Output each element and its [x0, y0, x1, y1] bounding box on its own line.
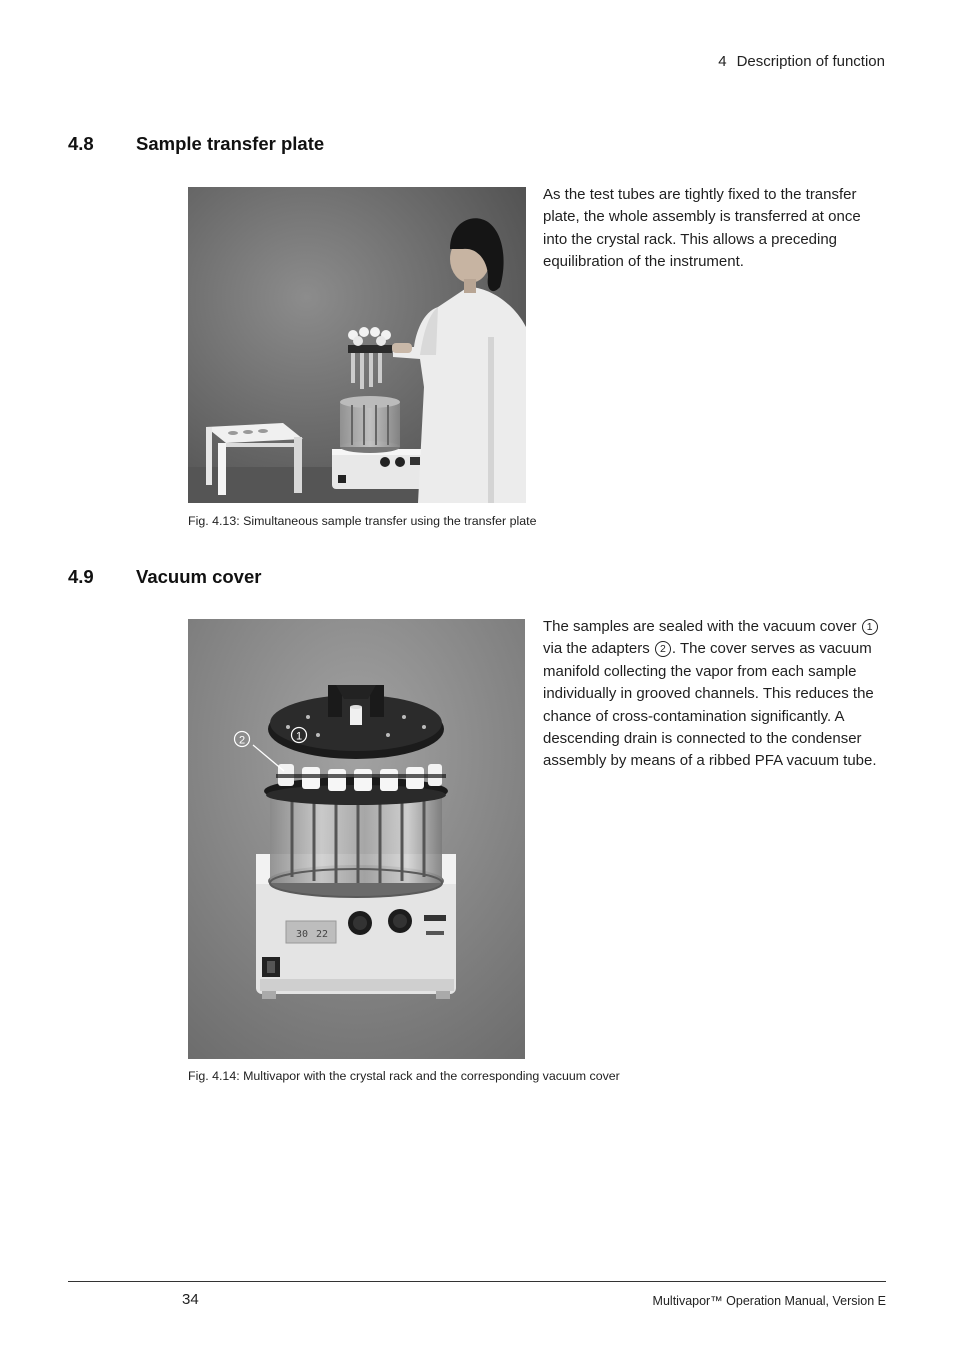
- section-number: 4.8: [68, 133, 94, 154]
- footer-manual-title: Multivapor™ Operation Manual, Version E: [652, 1294, 886, 1308]
- body-text-part: The samples are sealed with the vacuum cover: [543, 618, 857, 635]
- callout-1-label: 1: [295, 730, 303, 743]
- running-head: [718, 53, 885, 70]
- reference-marker-2: 2: [655, 641, 671, 657]
- figure-caption-4-13: Fig. 4.13: Simultaneous sample transfer using the transfer plate: [188, 514, 537, 528]
- display-readout-left: 30: [296, 929, 309, 940]
- section-title: Sample transfer plate: [136, 133, 325, 154]
- section-number: 4.9: [68, 566, 94, 587]
- photo-transfer-plate: [188, 187, 526, 503]
- reference-marker-1: 1: [862, 619, 878, 635]
- section-heading-4-8: [68, 133, 324, 155]
- body-text-part: via the adapters: [543, 640, 650, 658]
- section-title: Vacuum cover: [136, 566, 262, 587]
- callout-2-label: 2: [238, 734, 246, 747]
- body-text-part: . The cover serves as vacuum manifold collecting the vapor from each sample individually in grooved channels. This reduces the chance of cross-contamination significantly. A descending drain is connected to the condenser assembly by means of a ribbed PFA vacuum tube.: [543, 640, 877, 770]
- footer-rule: [68, 1281, 886, 1282]
- section-4-8-body: [543, 184, 883, 274]
- chapter-number: 4: [718, 53, 727, 70]
- section-heading-4-9: [68, 566, 261, 588]
- photo-vacuum-cover: [188, 619, 525, 1059]
- section-4-9-body: [543, 616, 883, 773]
- chapter-title: Description of function: [736, 53, 885, 70]
- paragraph: [543, 616, 883, 773]
- paragraph: As the test tubes are tightly fixed to the transfer plate, the whole assembly is transferred at once into the crystal rack. This allows a preceding equilibration of the instrument.: [543, 186, 861, 271]
- figure-caption-4-14: Fig. 4.14: Multivapor with the crystal rack and the corresponding vacuum cover: [188, 1069, 620, 1083]
- page-number: 34: [182, 1291, 199, 1308]
- display-readout-right: 22: [316, 929, 329, 940]
